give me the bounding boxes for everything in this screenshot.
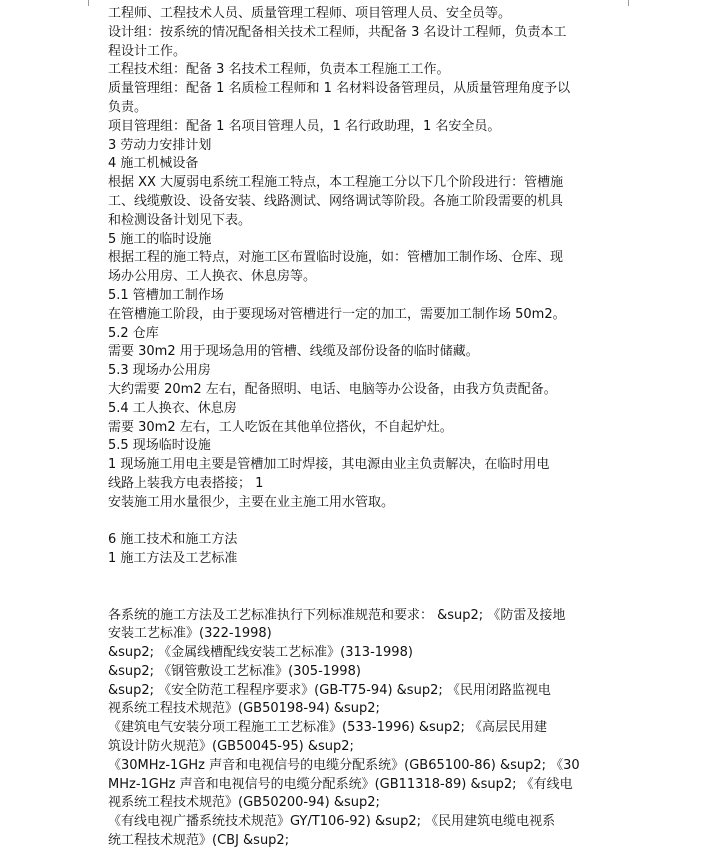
text-line: 场办公用房、工人换衣、休息房等。: [108, 269, 317, 285]
text-line: 根据工程的施工特点，对施工区布置临时设施，如：管槽加工制作场、仓库、现: [108, 250, 564, 266]
text-line: 线路上装我方电表搭接； 1: [108, 475, 264, 491]
section-heading: 1 施工方法及工艺标准: [108, 551, 238, 567]
text-line: &sup2; 《安全防范工程程序要求》(GB-T75-94) &sup2; 《民用闭路监视电: [108, 682, 551, 698]
text-line: 项目管理组：配备 1 名项目管理人员，1 名行政助理，1 名安全员。: [108, 118, 501, 134]
blank-line: [108, 513, 608, 532]
text-line: 大约需要 20m2 左右，配备照明、电话、电脑等办公设备，由我方负责配备。: [108, 381, 557, 397]
text-line: 设计组：按系统的情况配备相关技术工程师，共配备 3 名设计工程师，负责本工: [108, 24, 567, 40]
text-line: 视系统工程技术规范》(GB50200-94) &sup2;: [108, 795, 380, 811]
text-line: 和检测设备计划见下表。: [108, 212, 252, 228]
section-heading: 5 施工的临时设施: [108, 231, 212, 247]
section-heading: 4 施工机械设备: [108, 156, 199, 172]
text-line: 在管槽施工阶段，由于要现场对管槽进行一定的加工，需要加工制作场 50m2。: [108, 306, 566, 322]
text-line: 《有线电视广播系统技术规范》GY/T106-92) &sup2; 《民用建筑电缆电视系: [108, 814, 556, 830]
section-heading: 5.4 工人换衣、休息房: [108, 400, 237, 416]
margin-mark-right: [628, 0, 629, 6]
text-line: 负责。: [108, 99, 148, 115]
text-line: 工程技术组：配备 3 名技术工程师，负责本工程施工工作。: [108, 62, 450, 78]
section-heading: 5.5 现场临时设施: [108, 438, 211, 454]
text-line: MHz-1GHz 声音和电视信号的电缆分配系统》(GB11318-89) &sup2; 《有线电: [108, 776, 573, 792]
document-body: [108, 5, 608, 851]
text-line: 需要 30m2 左右，工人吃饭在其他单位搭伙，不自起炉灶。: [108, 419, 453, 435]
text-line: 工、线缆敷设、设备安装、线路测试、网络调试等阶段。各施工阶段需要的机具: [108, 193, 564, 209]
text-line: 视系统工程技术规范》(GB50198-94) &sup2;: [108, 701, 380, 717]
text-line: &sup2; 《钢管敷设工艺标准》(305-1998): [108, 663, 361, 679]
text-line: 统工程技术规范》(CBJ &sup2;: [108, 833, 290, 849]
blank-line: [108, 569, 608, 588]
text-line: 程设计工作。: [108, 43, 187, 59]
text-line: 根据 XX 大厦弱电系统工程施工特点，本工程施工分以下几个阶段进行：管槽施: [108, 175, 564, 191]
section-heading: 5.3 现场办公用房: [108, 363, 211, 379]
text-line: 安装施工用水量很少，主要在业主施工用水管取。: [108, 494, 395, 510]
text-line: 《建筑电气安装分项工程施工工艺标准》(533-1996) &sup2; 《高层民用建: [108, 720, 548, 736]
section-heading: 6 施工技术和施工方法: [108, 532, 238, 548]
blank-line: [108, 588, 608, 607]
text-line: 安装工艺标准》(322-1998): [108, 626, 272, 642]
section-heading: 3 劳动力安排计划: [108, 137, 212, 153]
text-line: 工程师、工程技术人员、质量管理工程师、项目管理人员、安全员等。: [108, 6, 512, 21]
text-line: 1 现场施工用电主要是管槽加工时焊接，其电源由业主负责解决，在临时用电: [108, 457, 550, 473]
text-line: 需要 30m2 用于现场急用的管槽、线缆及部份设备的临时储藏。: [108, 344, 479, 360]
text-line: 质量管理组：配备 1 名质检工程师和 1 名材料设备管理员，从质量管理角度予以: [108, 81, 571, 97]
text-line: &sup2; 《金属线槽配线安装工艺标准》(313-1998): [108, 645, 413, 661]
text-line: 筑设计防火规范》(GB50045-95) &sup2;: [108, 739, 354, 755]
margin-mark-left: [88, 0, 89, 6]
text-line: 各系统的施工方法及工艺标准执行下列标准规范和要求： &sup2; 《防雷及接地: [108, 607, 566, 623]
text-line: 《30MHz-1GHz 声音和电视信号的电缆分配系统》(GB65100-86) &sup2; 《30: [108, 757, 580, 773]
section-heading: 5.1 管槽加工制作场: [108, 287, 224, 303]
section-heading: 5.2 仓库: [108, 325, 159, 341]
